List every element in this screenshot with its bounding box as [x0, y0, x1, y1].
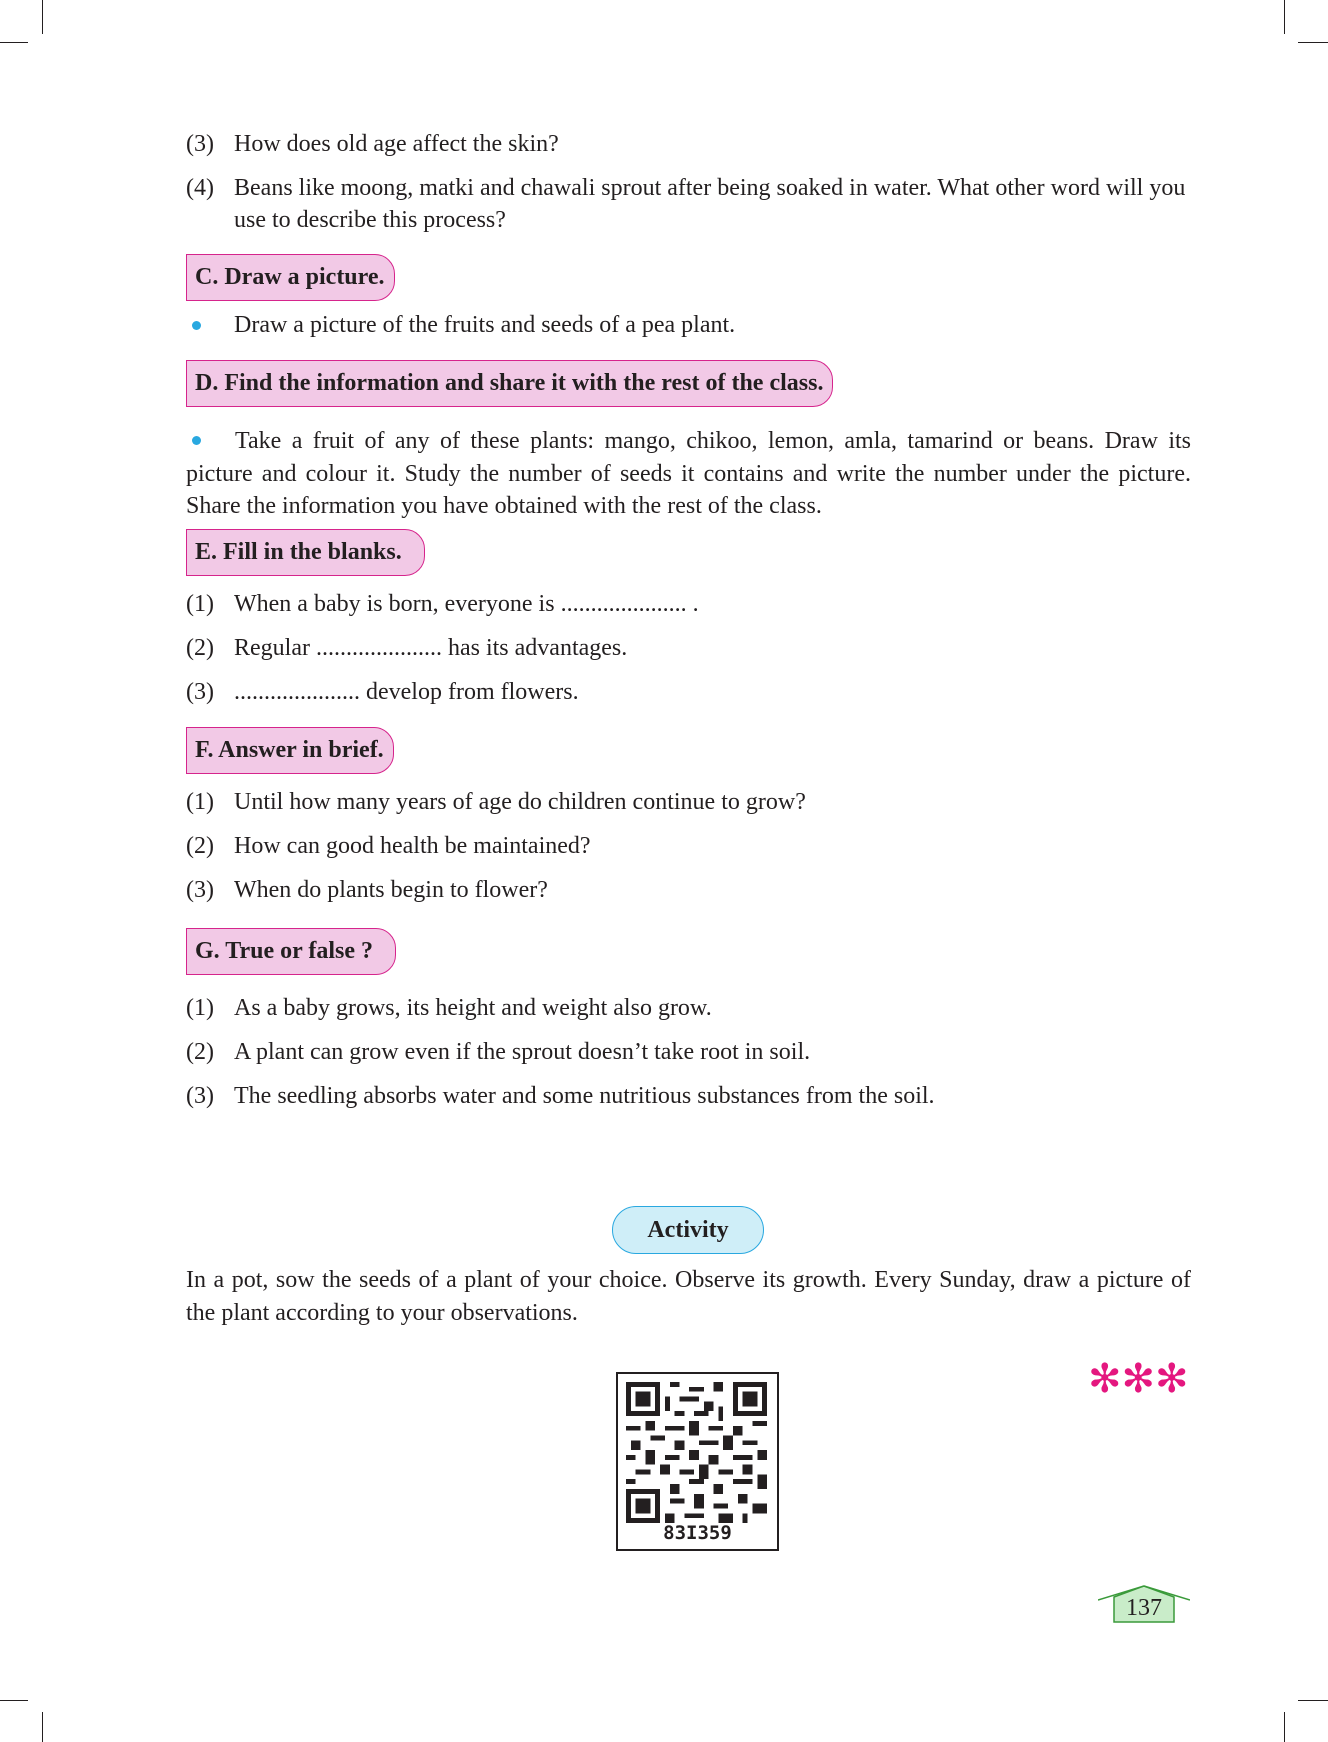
question-number: (2): [186, 1038, 214, 1065]
question-text: The seedling absorbs water and some nutritious substances from the soil.: [234, 1082, 935, 1109]
question-text: As a baby grows, its height and weight also grow.: [234, 994, 712, 1021]
activity-label: Activity: [612, 1206, 764, 1254]
question-text: How can good health be maintained?: [234, 832, 591, 859]
question-text: ..................... develop from flowers.: [234, 678, 579, 705]
question-number: (1): [186, 994, 214, 1021]
crop-mark: [1284, 0, 1285, 34]
question: [186, 830, 1191, 863]
question: [186, 786, 1191, 819]
section-heading-f: F. Answer in brief.: [186, 727, 394, 774]
paragraph-text: Take a fruit of any of these plants: mango, chikoo, lemon, amla, tamarind or beans. Draw its picture and colour it. Study the number of seeds it contains and write the number under the picture. Share the information you have obtained with the rest of the class.: [186, 428, 1191, 519]
fill-in-item: [186, 588, 1191, 621]
crop-mark: [1298, 42, 1328, 43]
question-text: Beans like moong, matki and chawali sprout after being soaked in water. What other word will you use to describe this process?: [234, 175, 1186, 233]
qr-code[interactable]: [616, 1372, 779, 1551]
activity-text: In a pot, sow the seeds of a plant of your choice. Observe its growth. Every Sunday, draw a picture of the plant according to your observations.: [186, 1267, 1191, 1326]
fill-in-item: [186, 632, 1191, 665]
fill-in-item: [186, 676, 1191, 709]
page-content: [186, 128, 1191, 1124]
question: [186, 128, 1191, 161]
question-number: (3): [186, 1082, 214, 1109]
true-false-item: [186, 1036, 1191, 1069]
question-number: (4): [186, 175, 214, 201]
question-number: (2): [186, 832, 214, 859]
question-text: How does old age affect the skin?: [234, 131, 559, 157]
question-number: (1): [186, 788, 214, 815]
question-number: (2): [186, 634, 214, 661]
bullet-dot-icon: [192, 436, 201, 445]
question-number: (3): [186, 876, 214, 903]
section-heading-d: D. Find the information and share it with the rest of the class.: [186, 360, 833, 407]
bullet-item: [186, 309, 1191, 342]
question-text: When a baby is born, everyone is ..................... .: [234, 590, 699, 617]
bullet-dot-icon: [192, 321, 201, 330]
section-d-paragraph: [186, 425, 1191, 523]
crop-mark: [42, 1712, 43, 1742]
section-heading-e: E. Fill in the blanks.: [186, 529, 425, 576]
crop-mark: [0, 1700, 28, 1701]
question-text: Regular ..................... has its advantages.: [234, 634, 628, 661]
crop-mark: [1284, 1712, 1285, 1742]
question: [186, 172, 1191, 236]
true-false-item: [186, 992, 1191, 1025]
question-number: (3): [186, 131, 214, 157]
question-text: When do plants begin to flower?: [234, 876, 548, 903]
question-number: (1): [186, 590, 214, 617]
crop-mark: [0, 42, 28, 43]
section-heading-g: G. True or false ?: [186, 928, 396, 975]
question: [186, 874, 1191, 907]
crop-mark: [42, 0, 43, 34]
question-number: (3): [186, 678, 214, 705]
question-text: A plant can grow even if the sprout doesn’t take root in soil.: [234, 1038, 811, 1065]
true-false-item: [186, 1080, 1191, 1113]
page-number: 137: [1126, 1595, 1162, 1621]
bullet-text: Draw a picture of the fruits and seeds of a pea plant.: [234, 312, 736, 338]
qr-code-icon: [626, 1382, 767, 1523]
question-text: Until how many years of age do children continue to grow?: [234, 788, 806, 815]
crop-mark: [1298, 1700, 1328, 1701]
section-heading-c: C. Draw a picture.: [186, 254, 395, 301]
page-number-badge: [1098, 1584, 1190, 1624]
qr-code-number: 83I359: [663, 1522, 732, 1544]
end-stars-icon: ✻✻✻: [1088, 1356, 1189, 1402]
